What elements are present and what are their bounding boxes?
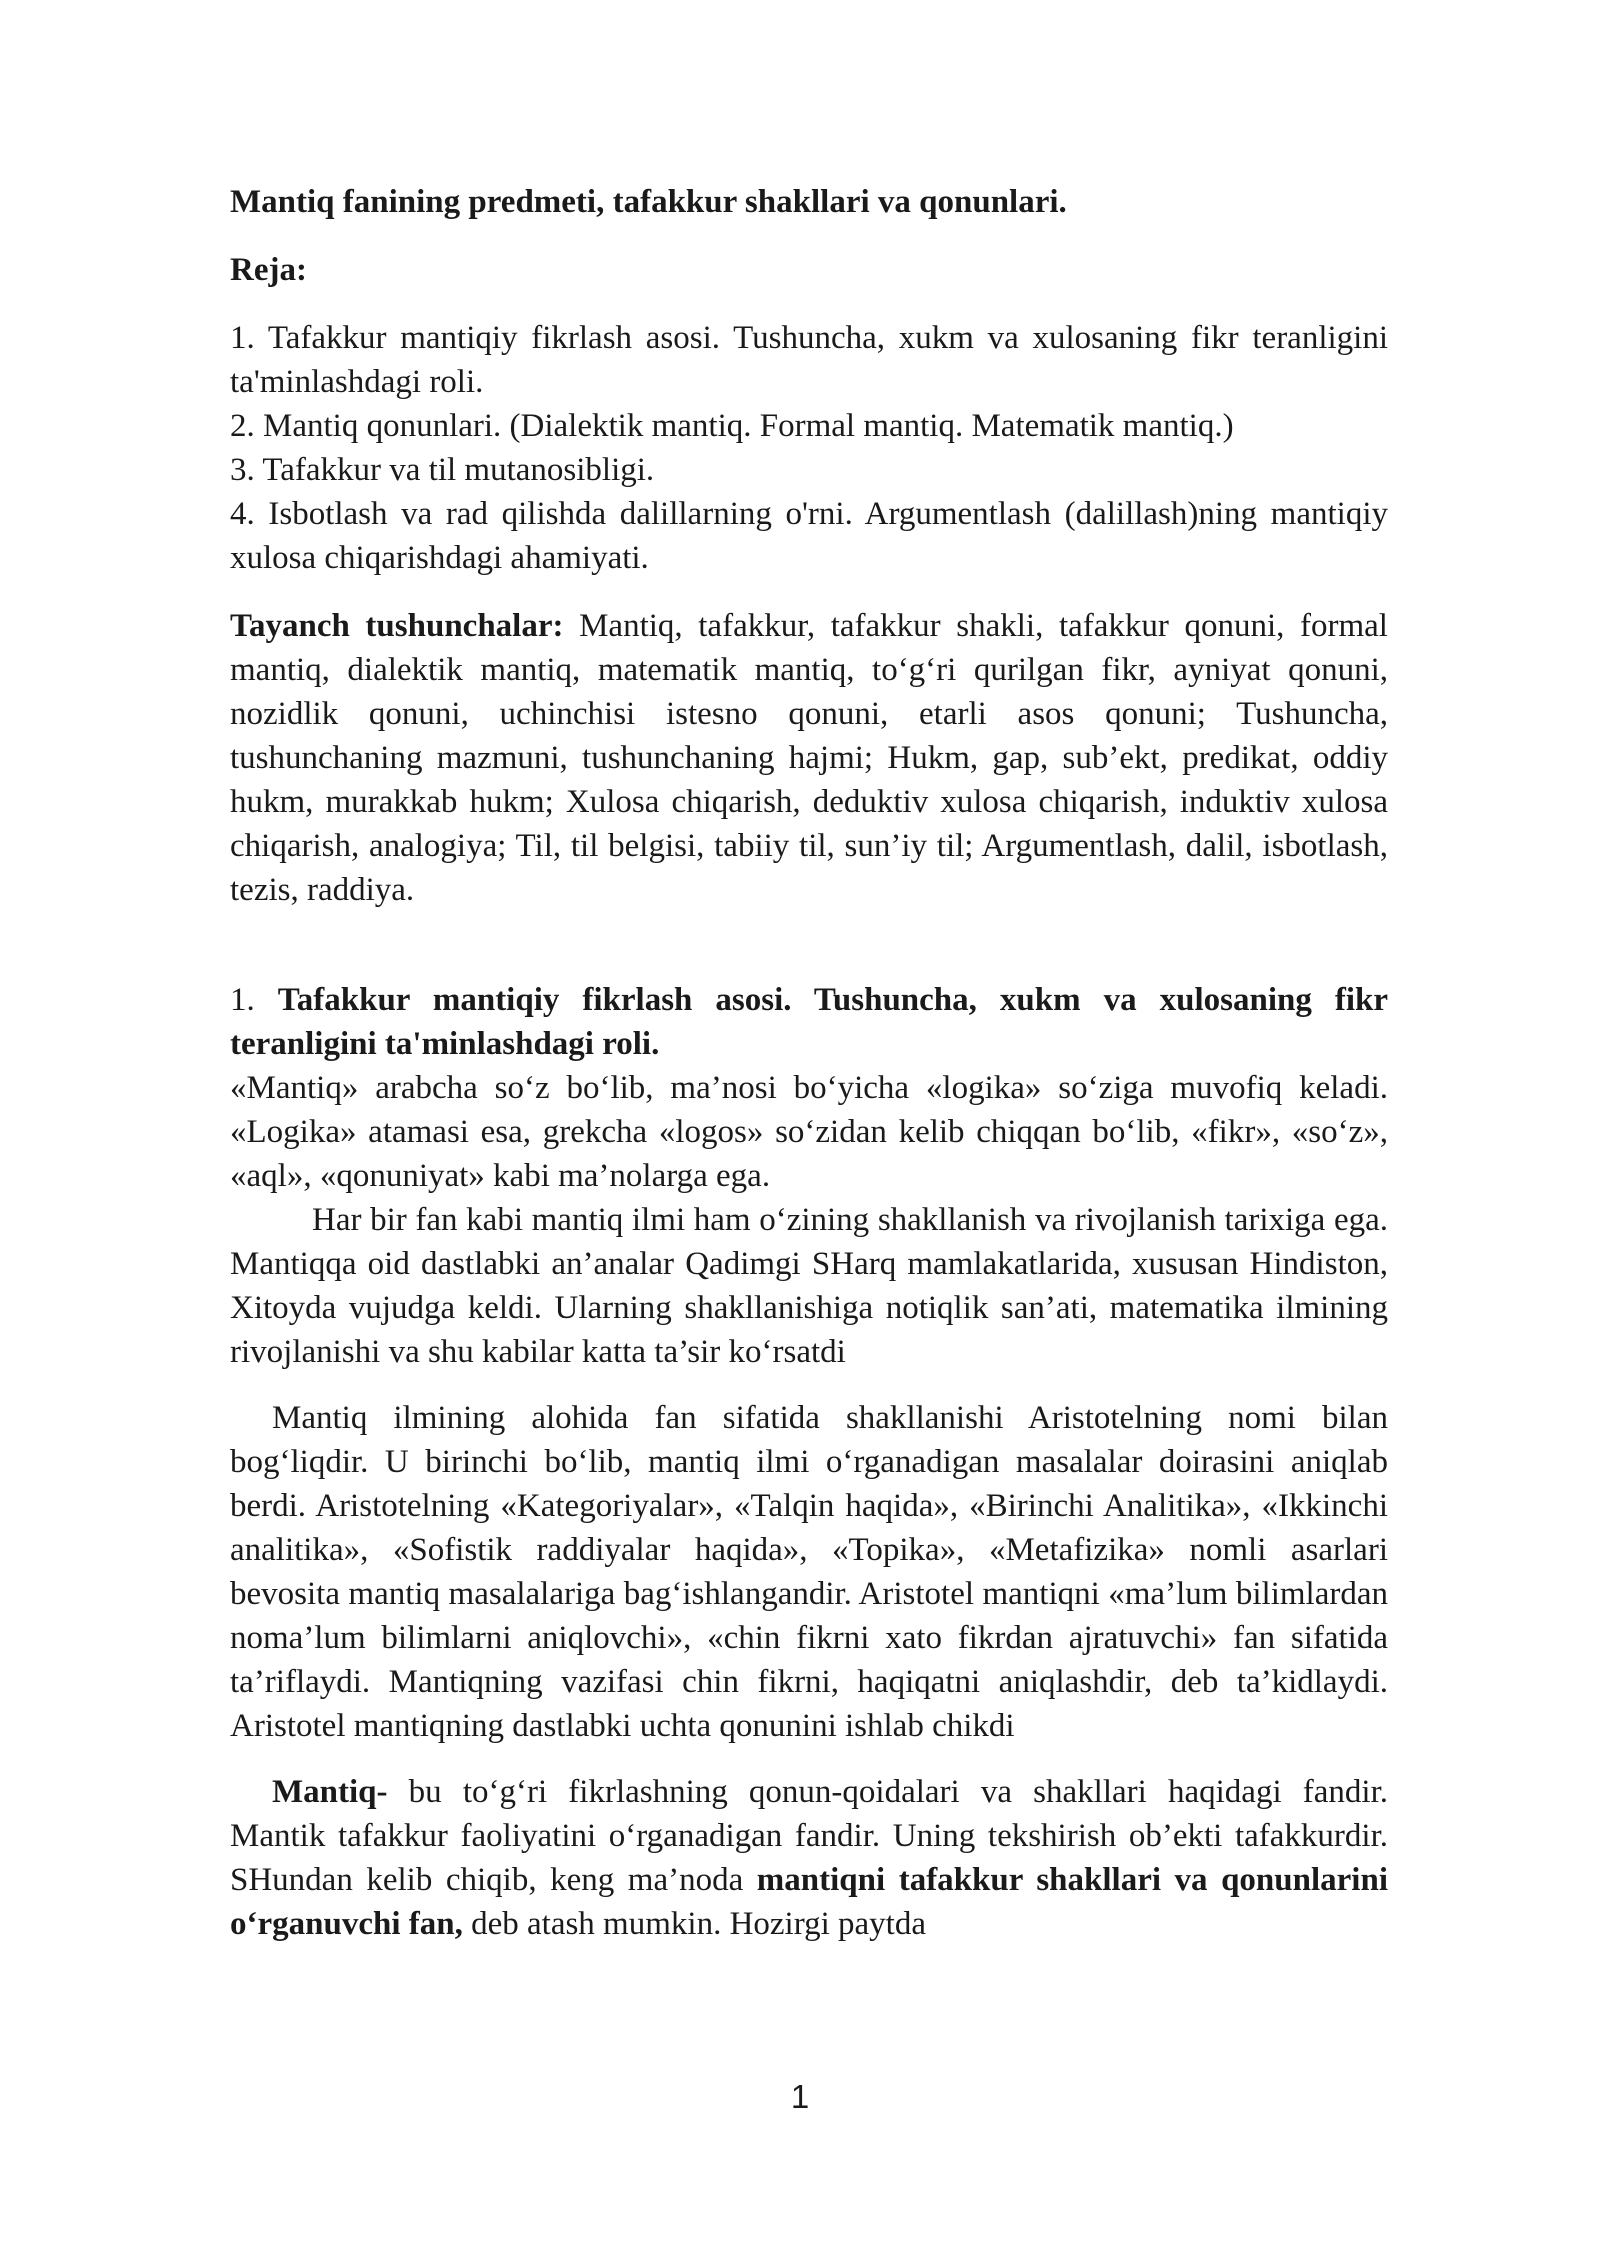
section-heading-text: Tafakkur mantiqiy fikrlash asosi. Tushuncha, xukm va xulosaning fikr teranligini ta'minlashdagi roli. <box>230 982 1389 1062</box>
plan-item: 1. Tafakkur mantiqiy fikrlash asosi. Tushuncha, xukm va xulosaning fikr teranligini ta'minlashdagi roli. <box>230 320 1388 400</box>
section-heading <box>230 978 1388 1066</box>
plan-list <box>230 316 1388 580</box>
key-concepts-text: Mantiq, tafakkur, tafakkur shakli, tafakkur qonuni, formal mantiq, dialektik mantiq, matematik mantiq, to‘g‘ri qurilgan fikr, ayniyat qonuni, nozidlik qonuni, uchinchisi istesno qonuni, etarli asos qonuni; Tushuncha, tushunchaning mazmuni, tushunchaning hajmi; Hukm, gap, sub’ekt, predikat, oddiy hukm, murakkab hukm; Xulosa chiqarish, deduktiv xulosa chiqarish, induktiv xulosa chiqarish, analogiya; Til, til belgisi, tabiiy til, sun’iy til; Argumentlash, dalil, isbotlash, tezis, raddiya. <box>230 608 1388 908</box>
plan-item: 2. Mantiq qonunlari. (Dialektik mantiq. Formal mantiq. Matematik mantiq.) <box>230 408 1234 444</box>
definition-bold: mantiqni tafakkur shakllari va qonunlarini o‘rganuvchi fan, <box>230 1862 1388 1942</box>
key-concepts <box>230 604 1388 912</box>
document-title: Mantiq fanining predmeti, tafakkur shakllari va qonunlari. <box>230 184 1067 220</box>
plan-item: 4. Isbotlash va rad qilishda dalillarning o'rni. Argumentlash (dalillash)ning mantiqiy xulosa chiqarishdagi ahamiyati. <box>230 496 1388 576</box>
section-number: 1. <box>230 982 278 1018</box>
key-concepts-label: Tayanch tushunchalar: <box>230 608 564 644</box>
paragraph: «Mantiq» arabcha so‘z bo‘lib, ma’nosi bo‘yicha «logika» so‘ziga muvofiq keladi. «Logika» atamasi esa, grekcha «logos» so‘zidan kelib chiqqan bo‘lib, «fikr», «so‘z», «aql», «qonuniyat» kabi ma’nolarga ega. <box>230 1070 1388 1194</box>
plan-item: 3. Tafakkur va til mutanosibligi. <box>230 452 655 488</box>
paragraph-text: bu to‘g‘ri fikrlashning qonun-qoidalari va shakllari haqidagi fandir. Mantik tafakkur faoliyatini o‘rganadigan fandir. Uning tekshirish ob’ekti tafakkurdir. SHundan kelib chiqib, keng ma’noda <box>230 1774 1388 1898</box>
document-page <box>230 180 1388 1946</box>
paragraph <box>230 1770 1388 1946</box>
paragraph: Har bir fan kabi mantiq ilmi ham o‘zining shakllanish va rivojlanish tarixiga ega. Mantiqqa oid dastlabki an’analar Qadimgi SHarq mamlakatlarida, xususan Hindiston, Xitoyda vujudga keldi. Ularning shakllanishiga notiqlik san’ati, matematika ilmining rivojlanishi va shu kabilar katta ta’sir ko‘rsatdi <box>230 1202 1388 1370</box>
page-number: 1 <box>790 2078 810 2115</box>
plan-heading: Reja: <box>230 252 307 288</box>
term-bold: Mantiq- <box>272 1774 388 1810</box>
paragraph: Mantiq ilmining alohida fan sifatida shakllanishi Aristotelning nomi bilan bog‘liqdir. U birinchi bo‘lib, mantiq ilmi o‘rganadigan masalalar doirasini aniqlab berdi. Aristotelning «Kategoriyalar», «Talqin haqida», «Birinchi Analitika», «Ikkinchi analitika», «Sofistik raddiyalar haqida», «Topika», «Metafizika» nomli asarlari bevosita mantiq masalalariga bag‘ishlangandir. Aristotel mantiqni «ma’lum bilimlardan noma’lum bilimlarni aniqlovchi», «chin fikrni xato fikrdan ajratuvchi» fan sifatida ta’riflaydi. Mantiqning vazifasi chin fikrni, haqiqatni aniqlashdir, deb ta’kidlaydi. Aristotel mantiqning dastlabki uchta qonunini ishlab chikdi <box>230 1400 1388 1744</box>
paragraph-text: deb atash mumkin. Hozirgi paytda <box>462 1906 926 1942</box>
